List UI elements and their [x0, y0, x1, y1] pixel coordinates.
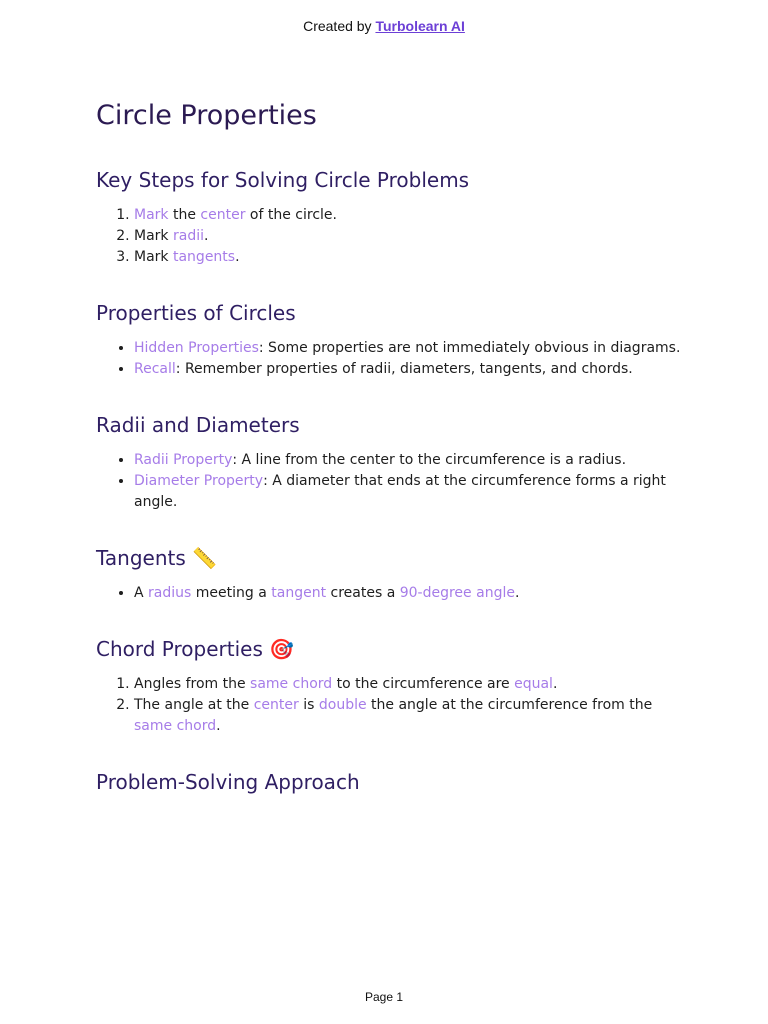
page-header [0, 18, 768, 34]
list-text: meeting a [191, 585, 272, 601]
created-by-label: Created by [303, 18, 372, 34]
highlighted-term: Diameter Property [134, 473, 264, 489]
highlighted-term: Recall [134, 361, 176, 377]
list-item [134, 338, 686, 359]
list-text: creates a [326, 585, 400, 601]
list-item [134, 583, 686, 604]
list-text: . [204, 228, 209, 244]
section [96, 543, 686, 604]
list-item [134, 205, 686, 226]
section-heading: Chord Properties 🎯 [96, 637, 295, 661]
list-text: : A diameter that ends at the circumference forms a right angle. [134, 473, 666, 510]
list-text: The angle at the [134, 697, 254, 713]
list-text: Angles from the [134, 676, 251, 692]
section [96, 767, 686, 797]
list-item [134, 695, 686, 737]
section-heading: Properties of Circles [96, 301, 296, 325]
highlighted-term: radius [148, 585, 192, 601]
highlighted-term: Mark [134, 207, 169, 223]
section-heading: Problem-Solving Approach [96, 770, 360, 794]
page-title: Circle Properties [96, 100, 317, 131]
highlighted-term: Radii Property [134, 452, 233, 468]
bullet-list [96, 583, 686, 604]
highlighted-term: 90-degree angle [399, 585, 515, 601]
list-text: is [298, 697, 319, 713]
list-text: . [514, 585, 520, 601]
highlighted-term: same chord [250, 676, 333, 692]
highlighted-term: double [318, 697, 367, 713]
highlighted-term: tangents [172, 249, 236, 265]
list-item [134, 247, 686, 268]
list-text: . [235, 249, 240, 265]
numbered-list [96, 205, 686, 268]
section-heading: Key Steps for Solving Circle Problems [96, 168, 470, 192]
sections-container [96, 165, 686, 797]
list-text: the angle at the circumference from the [366, 697, 653, 713]
list-text: Mark [134, 249, 173, 265]
list-item [134, 359, 686, 380]
section [96, 410, 686, 513]
highlighted-term: radii [172, 228, 204, 244]
list-text: . [216, 718, 221, 734]
page-number: Page 1 [364, 990, 404, 1004]
section-heading: Radii and Diameters [96, 413, 300, 437]
turbolearn-link[interactable]: Turbolearn AI [375, 18, 465, 34]
list-item [134, 674, 686, 695]
list-text: the [168, 207, 201, 223]
highlighted-term: Hidden Properties [134, 340, 259, 356]
section-heading: Tangents 📏 [96, 546, 218, 570]
list-text: : Some properties are not immediately obvious in diagrams. [258, 340, 681, 356]
highlighted-term: same chord [134, 718, 217, 734]
list-text: : Remember properties of radii, diameters, tangents, and chords. [175, 361, 633, 377]
list-text: . [552, 676, 558, 692]
list-text: Mark [134, 228, 173, 244]
list-text: A [134, 585, 149, 601]
highlighted-term: equal [514, 676, 553, 692]
numbered-list [96, 674, 686, 737]
section [96, 298, 686, 380]
list-item [134, 450, 686, 471]
section [96, 634, 686, 737]
document-content [96, 97, 686, 827]
bullet-list [96, 338, 686, 380]
list-text: of the circle. [245, 207, 337, 223]
list-text: to the circumference are [332, 676, 515, 692]
section [96, 165, 686, 268]
highlighted-term: tangent [271, 585, 327, 601]
list-text: : A line from the center to the circumference is a radius. [232, 452, 627, 468]
bullet-list [96, 450, 686, 513]
highlighted-term: center [253, 697, 299, 713]
list-item [134, 471, 686, 513]
highlighted-term: center [200, 207, 246, 223]
list-item [134, 226, 686, 247]
